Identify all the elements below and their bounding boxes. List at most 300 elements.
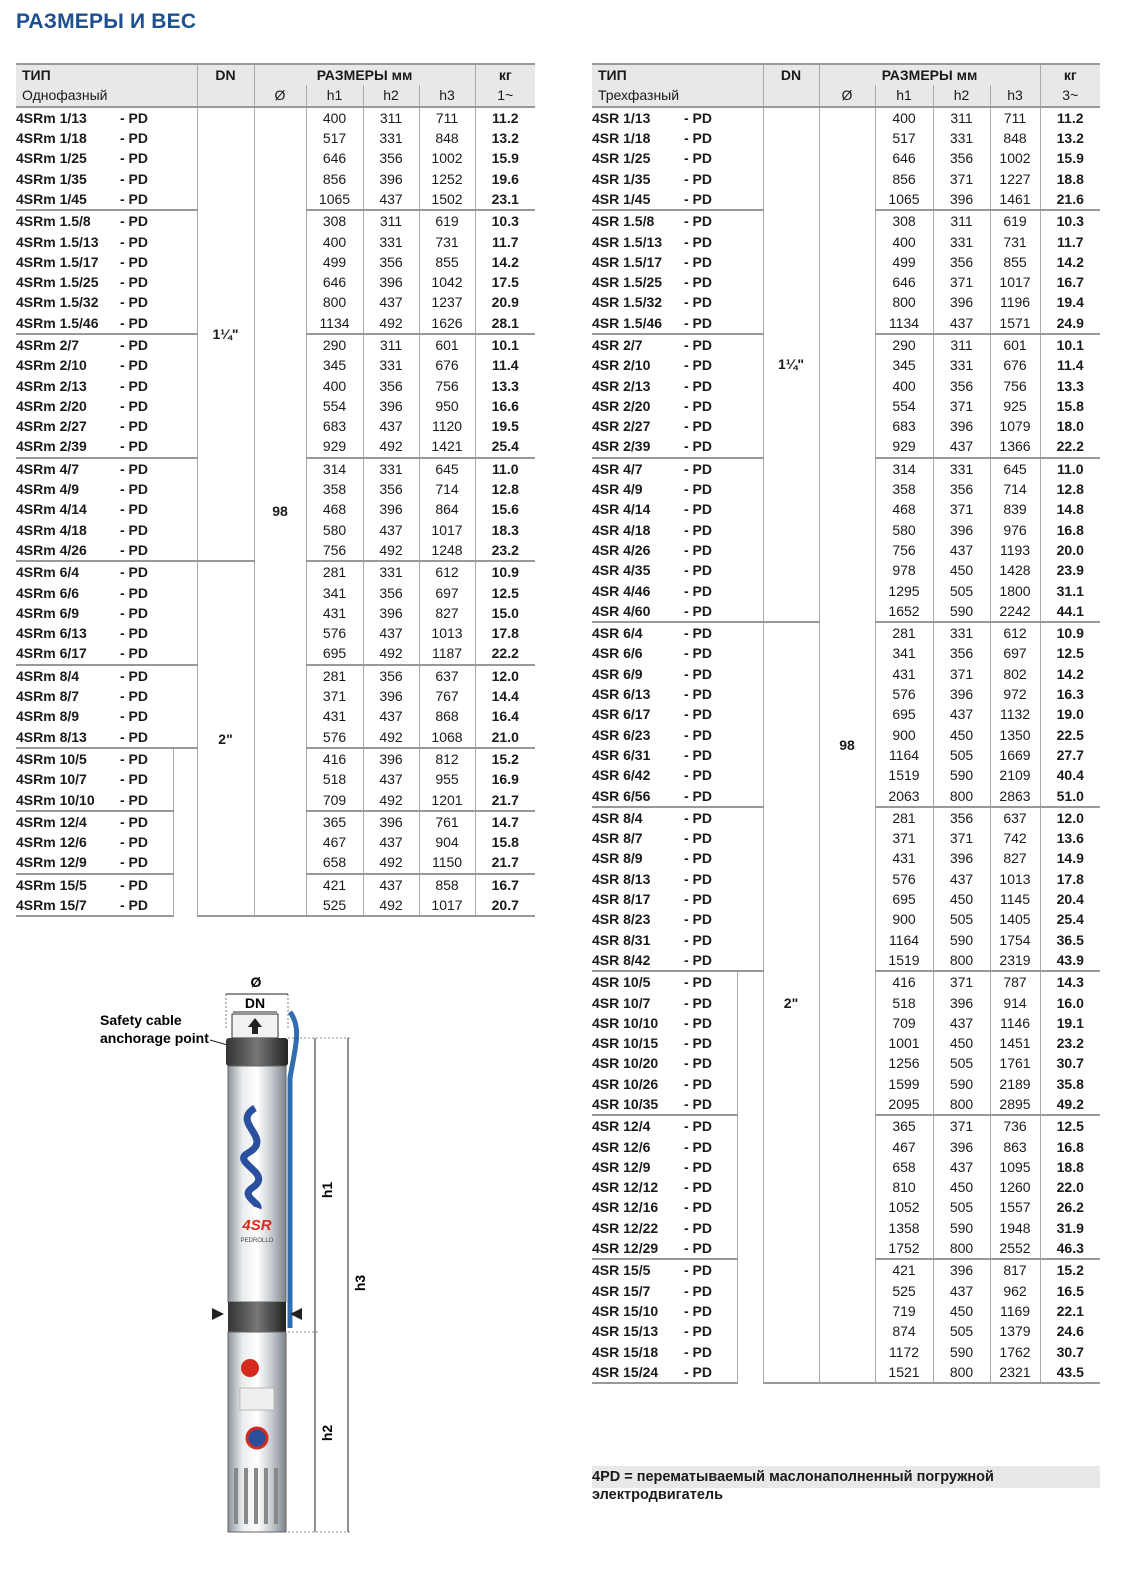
dn-value: 1¼": [197, 107, 254, 562]
h3-value: 962: [990, 1281, 1040, 1301]
weight-value: 17.5: [475, 272, 535, 292]
h1-value: 576: [875, 684, 933, 704]
brand-label: PEDROLLO: [240, 1238, 274, 1244]
weight-value: 51.0: [1040, 785, 1100, 806]
weight-value: 35.8: [1040, 1074, 1100, 1094]
h1-value: 658: [875, 1157, 933, 1177]
model-name: 4SR 4/26 - PD: [592, 541, 712, 558]
h3-value: 756: [419, 375, 475, 395]
h3-value: 1428: [990, 560, 1040, 580]
single-phase-table: [16, 63, 535, 917]
model-name: 4SR 1/25 - PD: [592, 150, 712, 167]
h1-value: 314: [875, 458, 933, 479]
weight-value: 12.0: [1040, 807, 1100, 828]
col-dn-header: DN: [763, 64, 819, 85]
model-name: 4SR 4/18 - PD: [592, 521, 712, 538]
h2-value: 450: [933, 1177, 990, 1197]
h3-value: 697: [419, 582, 475, 602]
h2-value: 505: [933, 909, 990, 929]
h1-value: 1599: [875, 1074, 933, 1094]
weight-value: 12.8: [1040, 479, 1100, 499]
weight-value: 16.9: [475, 769, 535, 789]
weight-value: 30.7: [1040, 1053, 1100, 1073]
h3-value: 619: [419, 210, 475, 231]
weight-value: 44.1: [1040, 601, 1100, 622]
col-h1-header: h1: [875, 85, 933, 106]
h2-value: 450: [933, 1301, 990, 1321]
model-name: 4SRm 1.5/17 - PD: [16, 253, 148, 270]
h3-value: 1017: [990, 272, 1040, 292]
h1-value: 341: [875, 643, 933, 663]
model-name: 4SR 4/60 - PD: [592, 602, 712, 619]
weight-value: 11.7: [1040, 231, 1100, 251]
weight-value: 49.2: [1040, 1094, 1100, 1115]
h1-value: 554: [306, 396, 363, 416]
h3-value: 1193: [990, 540, 1040, 560]
weight-value: 16.5: [1040, 1281, 1100, 1301]
h3-value: 1948: [990, 1218, 1040, 1238]
weight-value: 19.0: [1040, 704, 1100, 724]
weight-value: 40.4: [1040, 765, 1100, 785]
model-name: 4SR 4/14 - PD: [592, 501, 712, 518]
model-name: 4SRm 4/14 - PD: [16, 501, 148, 518]
h3-value: 1002: [419, 148, 475, 168]
model-name: 4SRm 1.5/46 - PD: [16, 314, 148, 331]
h3-value: 827: [990, 848, 1040, 868]
h3-value: 864: [419, 499, 475, 519]
h1-value: 365: [875, 1115, 933, 1136]
h2-value: 450: [933, 725, 990, 745]
h3-value: 731: [990, 231, 1040, 251]
h1-value: 1652: [875, 601, 933, 622]
h2-value: 450: [933, 1033, 990, 1053]
h2-value: 492: [363, 789, 419, 810]
h2-value: 590: [933, 1341, 990, 1361]
weight-value: 13.2: [475, 128, 535, 148]
weight-value: 21.7: [475, 852, 535, 873]
h3-value: 1800: [990, 580, 1040, 600]
h3-value: 1132: [990, 704, 1040, 724]
h2-value: 437: [363, 706, 419, 726]
h3-value: 950: [419, 396, 475, 416]
weight-value: 30.7: [1040, 1341, 1100, 1361]
h2-value: 437: [933, 1281, 990, 1301]
model-name: 4SRm 8/9 - PD: [16, 708, 148, 725]
h3-value: 612: [990, 622, 1040, 643]
h1-value: 525: [306, 895, 363, 916]
h3-value: 1013: [419, 623, 475, 643]
h2-value: 331: [363, 231, 419, 251]
h1-value: 400: [306, 107, 363, 128]
model-name: 4SR 1/18 - PD: [592, 130, 712, 147]
h2-value: 356: [933, 252, 990, 272]
h1-value: 646: [875, 148, 933, 168]
model-name: 4SRm 1/18 - PD: [16, 130, 148, 147]
h2-value: 356: [933, 643, 990, 663]
h2-value: 800: [933, 1094, 990, 1115]
pump-dimension-diagram: [90, 968, 380, 1558]
h2-value: 356: [933, 148, 990, 168]
model-name: 4SRm 2/10 - PD: [16, 357, 148, 374]
intake-screen: [228, 1302, 286, 1332]
h1-value: 1134: [306, 313, 363, 334]
model-name: 4SRm 1/25 - PD: [16, 150, 148, 167]
h3-value: 1626: [419, 313, 475, 334]
h3-value: 1013: [990, 869, 1040, 889]
h2-value: 396: [933, 520, 990, 540]
h3-value: 858: [419, 874, 475, 895]
h3-value: 731: [419, 231, 475, 251]
h3-value: 1068: [419, 727, 475, 748]
weight-value: 19.5: [475, 416, 535, 436]
h1-value: 646: [306, 272, 363, 292]
h1-value: 365: [306, 811, 363, 832]
weight-value: 15.9: [1040, 148, 1100, 168]
h3-value: 1095: [990, 1157, 1040, 1177]
h2-value: 356: [933, 375, 990, 395]
weight-value: 16.4: [475, 706, 535, 726]
weight-value: 11.7: [475, 231, 535, 251]
weight-value: 14.2: [1040, 664, 1100, 684]
h2-value: 590: [933, 1074, 990, 1094]
model-name: 4SR 10/7 - PD: [592, 994, 712, 1011]
model-name: 4SR 2/39 - PD: [592, 438, 712, 455]
h1-value: 2063: [875, 785, 933, 806]
col-dn-header: DN: [197, 64, 254, 85]
weight-value: 10.1: [1040, 334, 1100, 355]
model-name: 4SRm 10/5 - PD: [16, 748, 173, 769]
h3-value: 2189: [990, 1074, 1040, 1094]
model-name: 4SR 4/46 - PD: [592, 582, 712, 599]
h2-label: h2: [319, 1424, 335, 1442]
h2-value: 311: [363, 107, 419, 128]
h1-value: 554: [875, 396, 933, 416]
h3-value: 1146: [990, 1013, 1040, 1033]
h3-value: 855: [419, 252, 475, 272]
weight-value: 22.1: [1040, 1301, 1100, 1321]
model-name: 4SR 1.5/25 - PD: [592, 274, 712, 291]
h3-value: 676: [990, 355, 1040, 375]
h3-value: 976: [990, 520, 1040, 540]
h3-value: 601: [990, 334, 1040, 355]
h1-value: 499: [306, 252, 363, 272]
h1-value: 576: [306, 623, 363, 643]
model-name: 4SR 8/42 - PD: [592, 951, 712, 968]
h3-value: 1145: [990, 889, 1040, 909]
h3-value: 1669: [990, 745, 1040, 765]
h1-value: 400: [306, 231, 363, 251]
page-title: РАЗМЕРЫ И ВЕС: [16, 10, 197, 33]
model-name: 4SRm 6/17 - PD: [16, 645, 148, 662]
h2-value: 437: [363, 189, 419, 210]
diameter-label: Ø: [250, 974, 262, 990]
model-name: 4SR 2/13 - PD: [592, 377, 712, 394]
weight-value: 18.3: [475, 520, 535, 540]
weight-value: 11.4: [475, 355, 535, 375]
h2-value: 396: [363, 748, 419, 769]
h2-value: 492: [363, 540, 419, 561]
weight-value: 13.3: [1040, 375, 1100, 395]
h3-value: 848: [990, 128, 1040, 148]
h2-value: 505: [933, 580, 990, 600]
diameter-value: 98: [254, 107, 306, 917]
h1-value: 499: [875, 252, 933, 272]
weight-value: 13.2: [1040, 128, 1100, 148]
weight-value: 31.9: [1040, 1218, 1100, 1238]
h1-label: h1: [319, 1181, 335, 1199]
dn-value: 2": [197, 561, 254, 916]
h1-value: 308: [306, 210, 363, 231]
h1-value: 580: [875, 520, 933, 540]
h2-value: 311: [933, 334, 990, 355]
h3-value: 1762: [990, 1341, 1040, 1361]
h2-value: 371: [933, 396, 990, 416]
model-name: 4SR 12/16 - PD: [592, 1199, 712, 1216]
model-name: 4SR 15/24 - PD: [592, 1362, 737, 1383]
h2-value: 331: [933, 458, 990, 479]
h2-value: 505: [933, 1321, 990, 1341]
model-name: 4SR 6/31 - PD: [592, 746, 712, 763]
model-name: 4SRm 12/6 - PD: [16, 834, 148, 851]
model-name: 4SR 8/31 - PD: [592, 931, 712, 948]
h1-value: 856: [875, 168, 933, 188]
h3-value: 2319: [990, 950, 1040, 971]
weight-value: 46.3: [1040, 1238, 1100, 1259]
h1-value: 800: [306, 292, 363, 312]
h2-value: 371: [933, 664, 990, 684]
weight-value: 19.1: [1040, 1013, 1100, 1033]
h2-value: 356: [363, 375, 419, 395]
col-kg-header: кг: [475, 64, 535, 85]
h1-value: 810: [875, 1177, 933, 1197]
h1-value: 695: [875, 889, 933, 909]
weight-value: 11.4: [1040, 355, 1100, 375]
h1-value: 281: [306, 665, 363, 686]
model-name: 4SR 15/7 - PD: [592, 1282, 712, 1299]
h2-value: 437: [363, 292, 419, 312]
h2-value: 437: [933, 540, 990, 560]
weight-value: 12.0: [475, 665, 535, 686]
weight-value: 20.7: [475, 895, 535, 916]
h3-value: 1379: [990, 1321, 1040, 1341]
model-name: 4SR 6/13 - PD: [592, 686, 712, 703]
model-name: 4SR 1.5/13 - PD: [592, 233, 712, 250]
h3-value: 1421: [419, 436, 475, 457]
h1-value: 468: [306, 499, 363, 519]
col-h2-header: h2: [933, 85, 990, 106]
h3-value: 955: [419, 769, 475, 789]
h1-value: 1752: [875, 1238, 933, 1259]
h1-value: 900: [875, 725, 933, 745]
h2-value: 371: [933, 168, 990, 188]
h3-value: 711: [419, 107, 475, 128]
h2-value: 437: [363, 623, 419, 643]
h1-value: 467: [306, 832, 363, 852]
phase-unit: 1~: [475, 85, 535, 106]
h3-value: 787: [990, 971, 1040, 992]
h2-value: 437: [363, 520, 419, 540]
col-type-header: ТИП: [16, 64, 197, 85]
model-name: 4SR 15/13 - PD: [592, 1323, 712, 1340]
model-name: 4SRm 2/39 - PD: [16, 438, 148, 455]
h2-value: 311: [933, 210, 990, 231]
h1-value: 756: [875, 540, 933, 560]
h1-value: 517: [306, 128, 363, 148]
h2-value: 331: [933, 355, 990, 375]
motor-nameplate: [240, 1388, 274, 1410]
h3-value: 812: [419, 748, 475, 769]
h2-value: 437: [363, 874, 419, 895]
weight-value: 23.9: [1040, 560, 1100, 580]
model-name: 4SRm 12/4 - PD: [16, 811, 173, 832]
h2-value: 590: [933, 1218, 990, 1238]
weight-value: 11.2: [1040, 107, 1100, 128]
weight-value: 10.1: [475, 334, 535, 355]
h3-value: 827: [419, 603, 475, 623]
h1-value: 421: [306, 874, 363, 895]
model-name: 4SRm 15/5 - PD: [16, 874, 173, 895]
h2-value: 800: [933, 1238, 990, 1259]
weight-value: 24.9: [1040, 313, 1100, 334]
h1-value: 709: [875, 1013, 933, 1033]
h1-value: 1065: [306, 189, 363, 210]
model-name: 4SR 8/9 - PD: [592, 850, 712, 867]
h2-value: 356: [363, 582, 419, 602]
weight-value: 10.3: [1040, 210, 1100, 231]
h3-value: 1461: [990, 189, 1040, 210]
weight-value: 14.4: [475, 686, 535, 706]
weight-value: 22.5: [1040, 725, 1100, 745]
model-name: 4SR 10/20 - PD: [592, 1055, 712, 1072]
weight-value: 23.2: [475, 540, 535, 561]
h2-value: 396: [363, 396, 419, 416]
h1-value: 1358: [875, 1218, 933, 1238]
h1-value: 580: [306, 520, 363, 540]
h2-value: 396: [933, 416, 990, 436]
weight-value: 18.8: [1040, 168, 1100, 188]
h2-value: 450: [933, 560, 990, 580]
h3-value: 645: [419, 458, 475, 479]
h1-value: 1519: [875, 765, 933, 785]
h3-value: 925: [990, 396, 1040, 416]
col-type-header: ТИП: [592, 64, 763, 85]
h2-value: 356: [933, 807, 990, 828]
h3-value: 1571: [990, 313, 1040, 334]
h3-value: 756: [990, 375, 1040, 395]
model-name: 4SR 8/17 - PD: [592, 891, 712, 908]
h2-value: 396: [363, 499, 419, 519]
model-name: 4SR 10/35 - PD: [592, 1095, 712, 1112]
h3-value: 2109: [990, 765, 1040, 785]
safety-cable-label-1: Safety cable: [100, 1012, 182, 1028]
model-name: 4SRm 4/26 - PD: [16, 541, 148, 558]
col-diameter-header: Ø: [819, 85, 875, 106]
weight-value: 16.8: [1040, 1136, 1100, 1156]
h2-value: 371: [933, 971, 990, 992]
col-h3-header: h3: [419, 85, 475, 106]
h3-value: 612: [419, 561, 475, 582]
weight-value: 16.8: [1040, 520, 1100, 540]
h1-value: 341: [306, 582, 363, 602]
weight-value: 11.0: [475, 458, 535, 479]
weight-value: 18.8: [1040, 1157, 1100, 1177]
h1-value: 756: [306, 540, 363, 561]
model-name: 4SRm 6/13 - PD: [16, 625, 148, 642]
h1-value: 695: [875, 704, 933, 724]
h1-value: 416: [306, 748, 363, 769]
three-phase-table: [592, 63, 1100, 1384]
h1-value: 856: [306, 168, 363, 188]
weight-value: 11.2: [475, 107, 535, 128]
h3-value: 1350: [990, 725, 1040, 745]
h2-value: 492: [363, 852, 419, 873]
model-name: 4SRm 8/7 - PD: [16, 688, 148, 705]
model-name: 4SR 15/18 - PD: [592, 1343, 712, 1360]
h3-value: 1042: [419, 272, 475, 292]
h1-value: 281: [875, 622, 933, 643]
h2-value: 505: [933, 1053, 990, 1073]
h1-value: 290: [875, 334, 933, 355]
model-name: 4SRm 2/27 - PD: [16, 418, 148, 435]
weight-value: 10.9: [1040, 622, 1100, 643]
model-name: 4SR 2/27 - PD: [592, 418, 712, 435]
model-name: 4SRm 8/4 - PD: [16, 665, 197, 686]
h1-value: 371: [306, 686, 363, 706]
phase-unit: 3~: [1040, 85, 1100, 106]
model-name: 4SR 1.5/17 - PD: [592, 253, 712, 270]
col-h1-header: h1: [306, 85, 363, 106]
model-name: 4SRm 1/13 - PD: [16, 107, 197, 128]
h1-value: 431: [306, 603, 363, 623]
h3-value: 1079: [990, 416, 1040, 436]
weight-value: 14.9: [1040, 848, 1100, 868]
model-name: 4SR 1.5/32 - PD: [592, 294, 712, 311]
h1-value: 467: [875, 1136, 933, 1156]
model-name: 4SR 1/13 - PD: [592, 107, 763, 128]
weight-value: 14.2: [475, 252, 535, 272]
model-name: 4SRm 1.5/8 - PD: [16, 210, 197, 231]
model-name: 4SRm 4/18 - PD: [16, 521, 148, 538]
h3-value: 1017: [419, 520, 475, 540]
model-name: 4SRm 2/13 - PD: [16, 377, 148, 394]
h3-value: 1169: [990, 1301, 1040, 1321]
h1-value: 371: [875, 828, 933, 848]
footnote: [592, 1466, 1100, 1488]
table-row: [592, 107, 1100, 128]
model-name: 4SRm 1.5/25 - PD: [16, 274, 148, 291]
model-name: 4SR 1/35 - PD: [592, 170, 712, 187]
weight-value: 22.2: [1040, 436, 1100, 457]
h1-value: 1065: [875, 189, 933, 210]
h3-value: 1366: [990, 436, 1040, 457]
h1-value: 1052: [875, 1197, 933, 1217]
weight-value: 14.3: [1040, 971, 1100, 992]
pump-head-grille: [226, 1038, 288, 1066]
h2-value: 356: [363, 479, 419, 499]
model-name: 4SRm 6/9 - PD: [16, 604, 148, 621]
model-name: 4SR 10/5 - PD: [592, 971, 737, 992]
model-name: 4SR 6/23 - PD: [592, 726, 712, 743]
weight-value: 12.5: [1040, 1115, 1100, 1136]
weight-value: 15.8: [475, 832, 535, 852]
weight-value: 21.7: [475, 789, 535, 810]
h1-value: 695: [306, 643, 363, 664]
h3-label: h3: [352, 1274, 368, 1292]
weight-value: 20.9: [475, 292, 535, 312]
h1-value: 1521: [875, 1362, 933, 1383]
phase-label: Трехфазный: [592, 85, 763, 106]
h3-value: 914: [990, 992, 1040, 1012]
